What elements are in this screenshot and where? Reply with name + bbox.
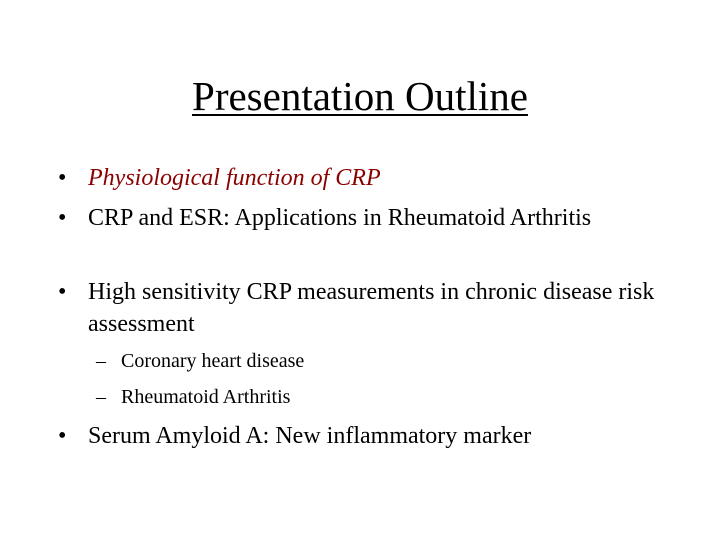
bullet-marker: • [58, 165, 67, 191]
bullet-text: High sensitivity CRP measurements in chronic disease risk assessment [88, 279, 655, 337]
bullet-marker: • [58, 279, 67, 305]
sub-bullet-marker: – [96, 386, 106, 408]
bullet-marker: • [58, 423, 67, 449]
bullet-text: Physiological function of CRP [88, 165, 381, 191]
bullet-text: CRP and ESR: Applications in Rheumatoid Arthritis [88, 205, 592, 231]
bullet-item-4 [58, 420, 678, 452]
slide-title: Presentation Outline [192, 73, 528, 119]
bullet-text: Serum Amyloid A: New inflammatory marker [88, 423, 532, 449]
bullet-item-2 [58, 202, 678, 266]
sub-bullet-text: Coronary heart disease [121, 350, 305, 372]
sub-bullet-item-1 [96, 348, 496, 374]
bullet-item-1 [58, 162, 678, 194]
bullet-item-3 [58, 276, 678, 340]
sub-bullet-marker: – [96, 350, 106, 372]
sub-bullet-item-2 [96, 384, 496, 410]
sub-bullet-text: Rheumatoid Arthritis [121, 386, 291, 408]
bullet-marker: • [58, 205, 67, 231]
